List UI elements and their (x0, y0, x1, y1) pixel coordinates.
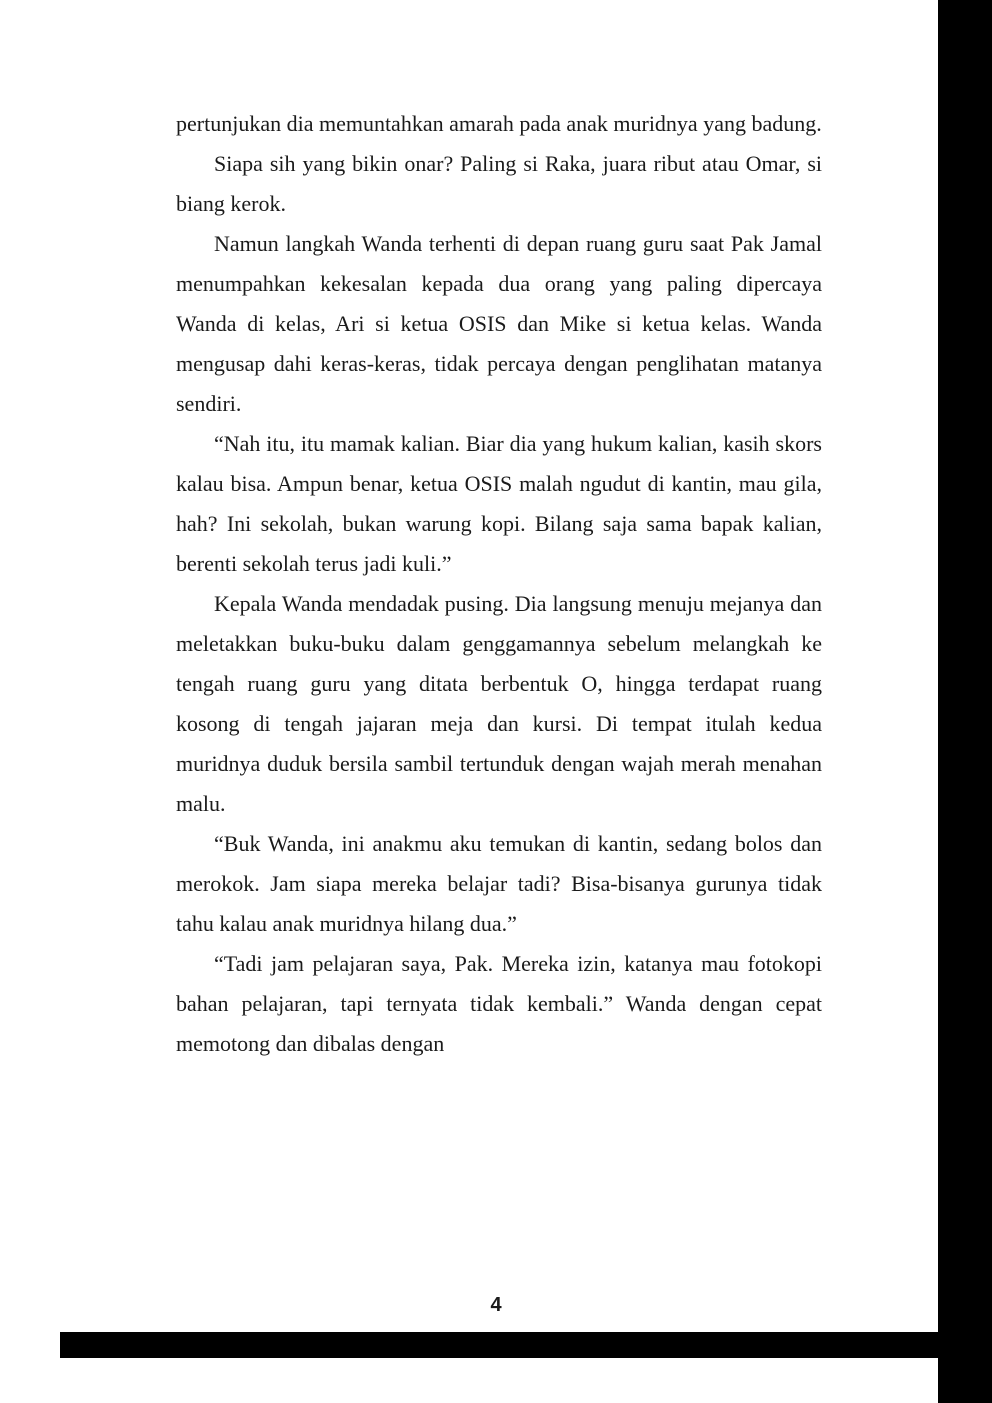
paragraph: Namun langkah Wanda terhenti di depan ruang guru saat Pak Jamal menumpahkan kekesalan kepada dua orang yang paling dipercaya Wanda di kelas, Ari si ketua OSIS dan Mike si ketua kelas. Wanda mengusap dahi keras-keras, tidak percaya dengan penglihatan matanya sendiri. (176, 231, 822, 416)
scan-border-right (938, 0, 992, 1403)
paragraph: Kepala Wanda mendadak pusing. Dia langsung menuju mejanya dan meletakkan buku-buku dalam genggamannya sebelum melangkah ke tengah ruang guru yang ditata berbentuk O, hingga terdapat ruang kosong di tengah jajaran meja dan kursi. Di tempat itulah kedua muridnya duduk bersila sambil tertunduk dengan wajah merah menahan malu. (176, 591, 822, 816)
paragraph: Siapa sih yang bikin onar? Paling si Raka, juara ribut atau Omar, si biang kerok. (176, 151, 822, 216)
paragraph: “Nah itu, itu mamak kalian. Biar dia yang hukum kalian, kasih skors kalau bisa. Ampun benar, ketua OSIS malah ngudut di kantin, mau gila, hah? Ini sekolah, bukan warung kopi. Bilang saja sama bapak kalian, berenti sekolah terus jadi kuli.” (176, 431, 822, 576)
scan-border-bottom (60, 1332, 992, 1358)
page-number: 4 (490, 1294, 502, 1316)
paragraph: “Tadi jam pelajaran saya, Pak. Mereka izin, katanya mau fotokopi bahan pelajaran, tapi ternyata tidak kembali.” Wanda dengan cepat memotong dan dibalas dengan (176, 951, 822, 1056)
paragraph-continuation: pertunjukan dia memuntahkan amarah pada anak muridnya yang badung. (176, 111, 822, 136)
paragraph: “Buk Wanda, ini anakmu aku temukan di kantin, sedang bolos dan merokok. Jam siapa mereka belajar tadi? Bisa-bisanya gurunya tidak tahu kalau anak muridnya hilang dua.” (176, 831, 822, 936)
body-text (176, 104, 822, 1064)
